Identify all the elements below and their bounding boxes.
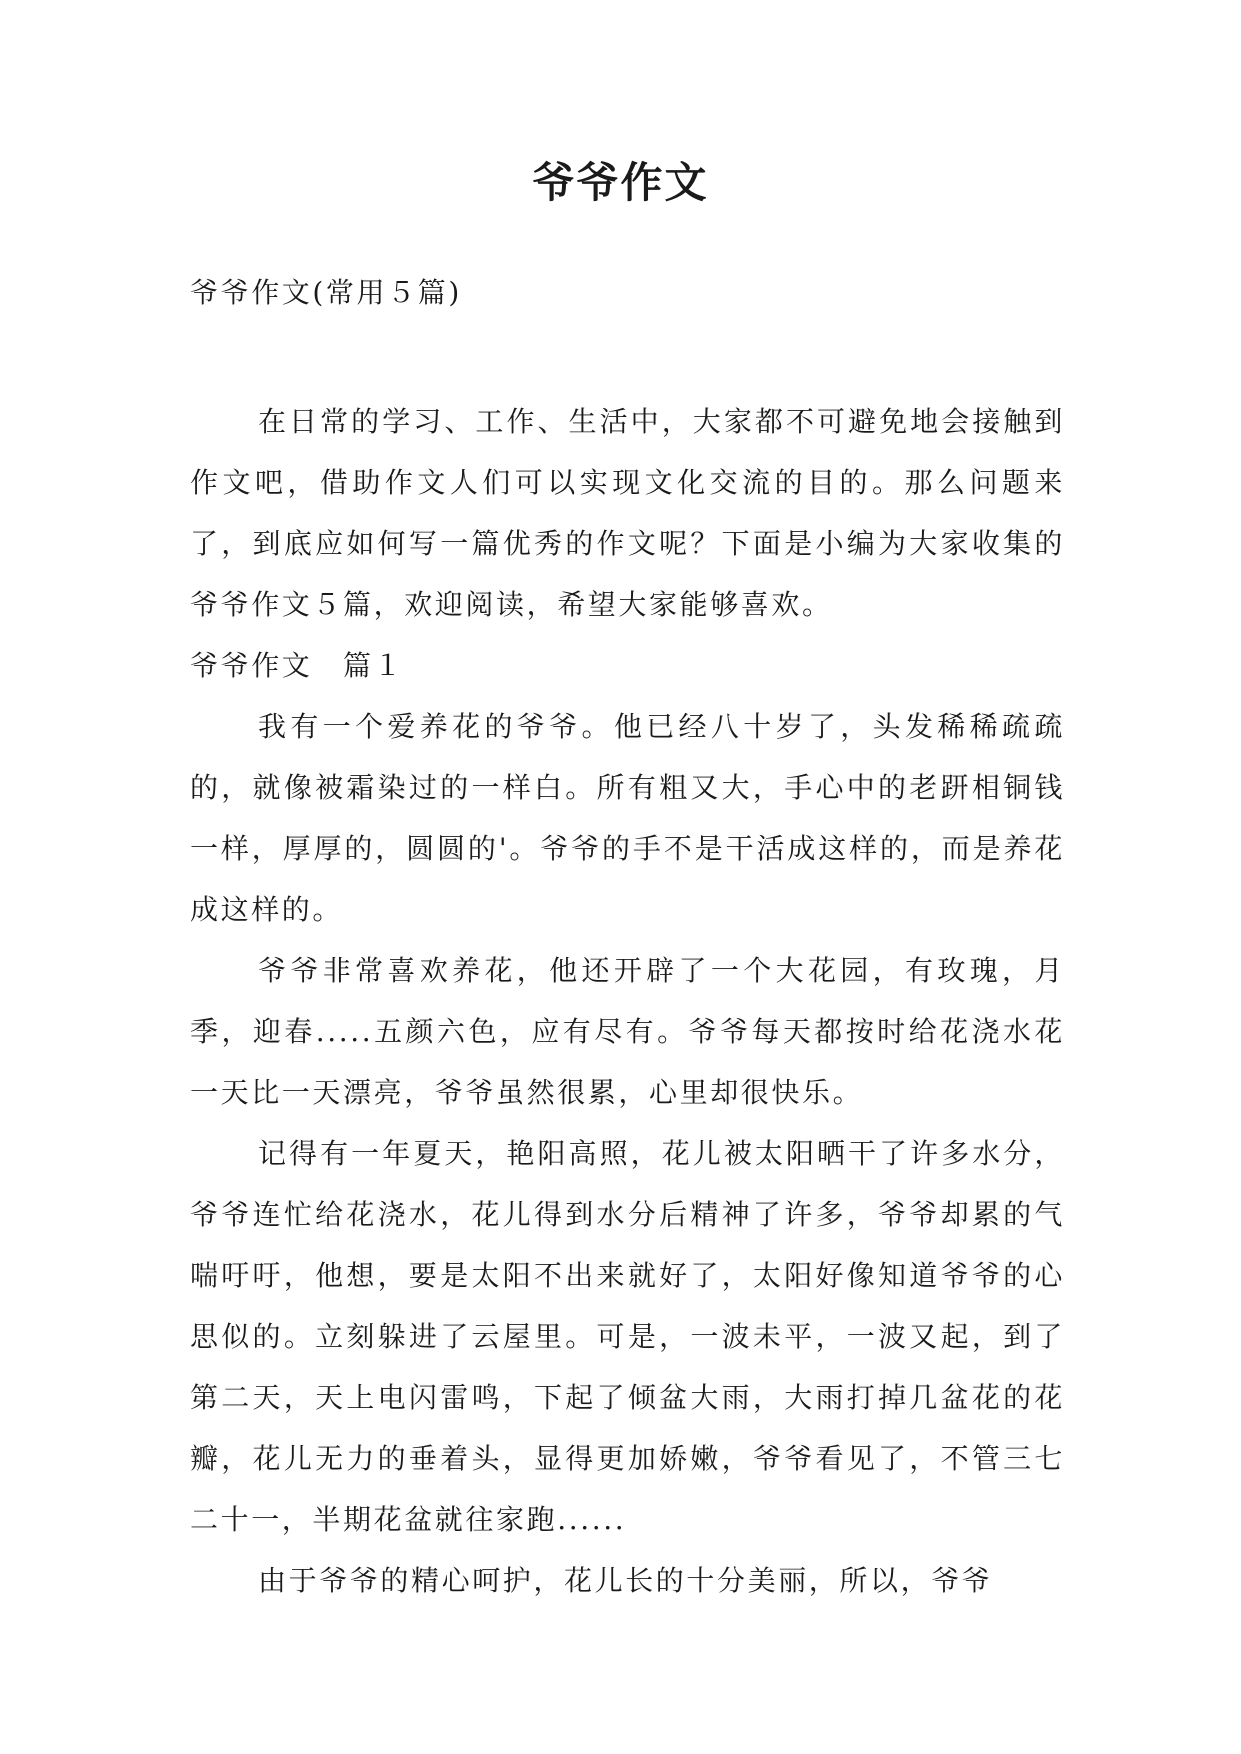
- document-subtitle: 爷爷作文(常用５篇): [190, 276, 462, 309]
- intro-paragraph: 在日常的学习、工作、生活中，大家都不可避免地会接触到作文吧，借助作文人们可以实现文化交流的目的。那么问题来了，到底应如何写一篇优秀的作文呢？下面是小编为大家收集的爷爷作文５篇，欢迎阅读，希望大家能够喜欢。: [190, 405, 1065, 621]
- body-paragraph: 爷爷非常喜欢养花，他还开辟了一个大花园，有玫瑰，月季，迎春.....五颜六色，应有尽有。爷爷每天都按时给花浇水花一天比一天漂亮，爷爷虽然很累，心里却很快乐。: [190, 954, 1065, 1109]
- section-heading: 爷爷作文 篇１: [190, 649, 405, 682]
- document-body: [190, 262, 1065, 1611]
- document-title: 爷爷作文: [532, 158, 709, 207]
- body-paragraph: 由于爷爷的精心呵护，花儿长的十分美丽，所以，爷爷: [258, 1564, 993, 1597]
- body-paragraph: 我有一个爱养花的爷爷。他已经八十岁了，头发稀稀疏疏的，就像被霜染过的一样白。所有粗又大，手心中的老趼相铜钱一样，厚厚的，圆圆的'。爷爷的手不是干活成这样的，而是养花成这样的。: [190, 710, 1065, 926]
- body-paragraph: 记得有一年夏天，艳阳高照，花儿被太阳晒干了许多水分，爷爷连忙给花浇水，花儿得到水分后精神了许多，爷爷却累的气喘吁吁，他想，要是太阳不出来就好了，太阳好像知道爷爷的心思似的。立刻躲进了云屋里。可是，一波未平，一波又起，到了第二天，天上电闪雷鸣，下起了倾盆大雨，大雨打掉几盆花的花瓣，花儿无力的垂着头，显得更加娇嫩，爷爷看见了，不管三七二十一，半期花盆就往家跑......: [190, 1137, 1065, 1536]
